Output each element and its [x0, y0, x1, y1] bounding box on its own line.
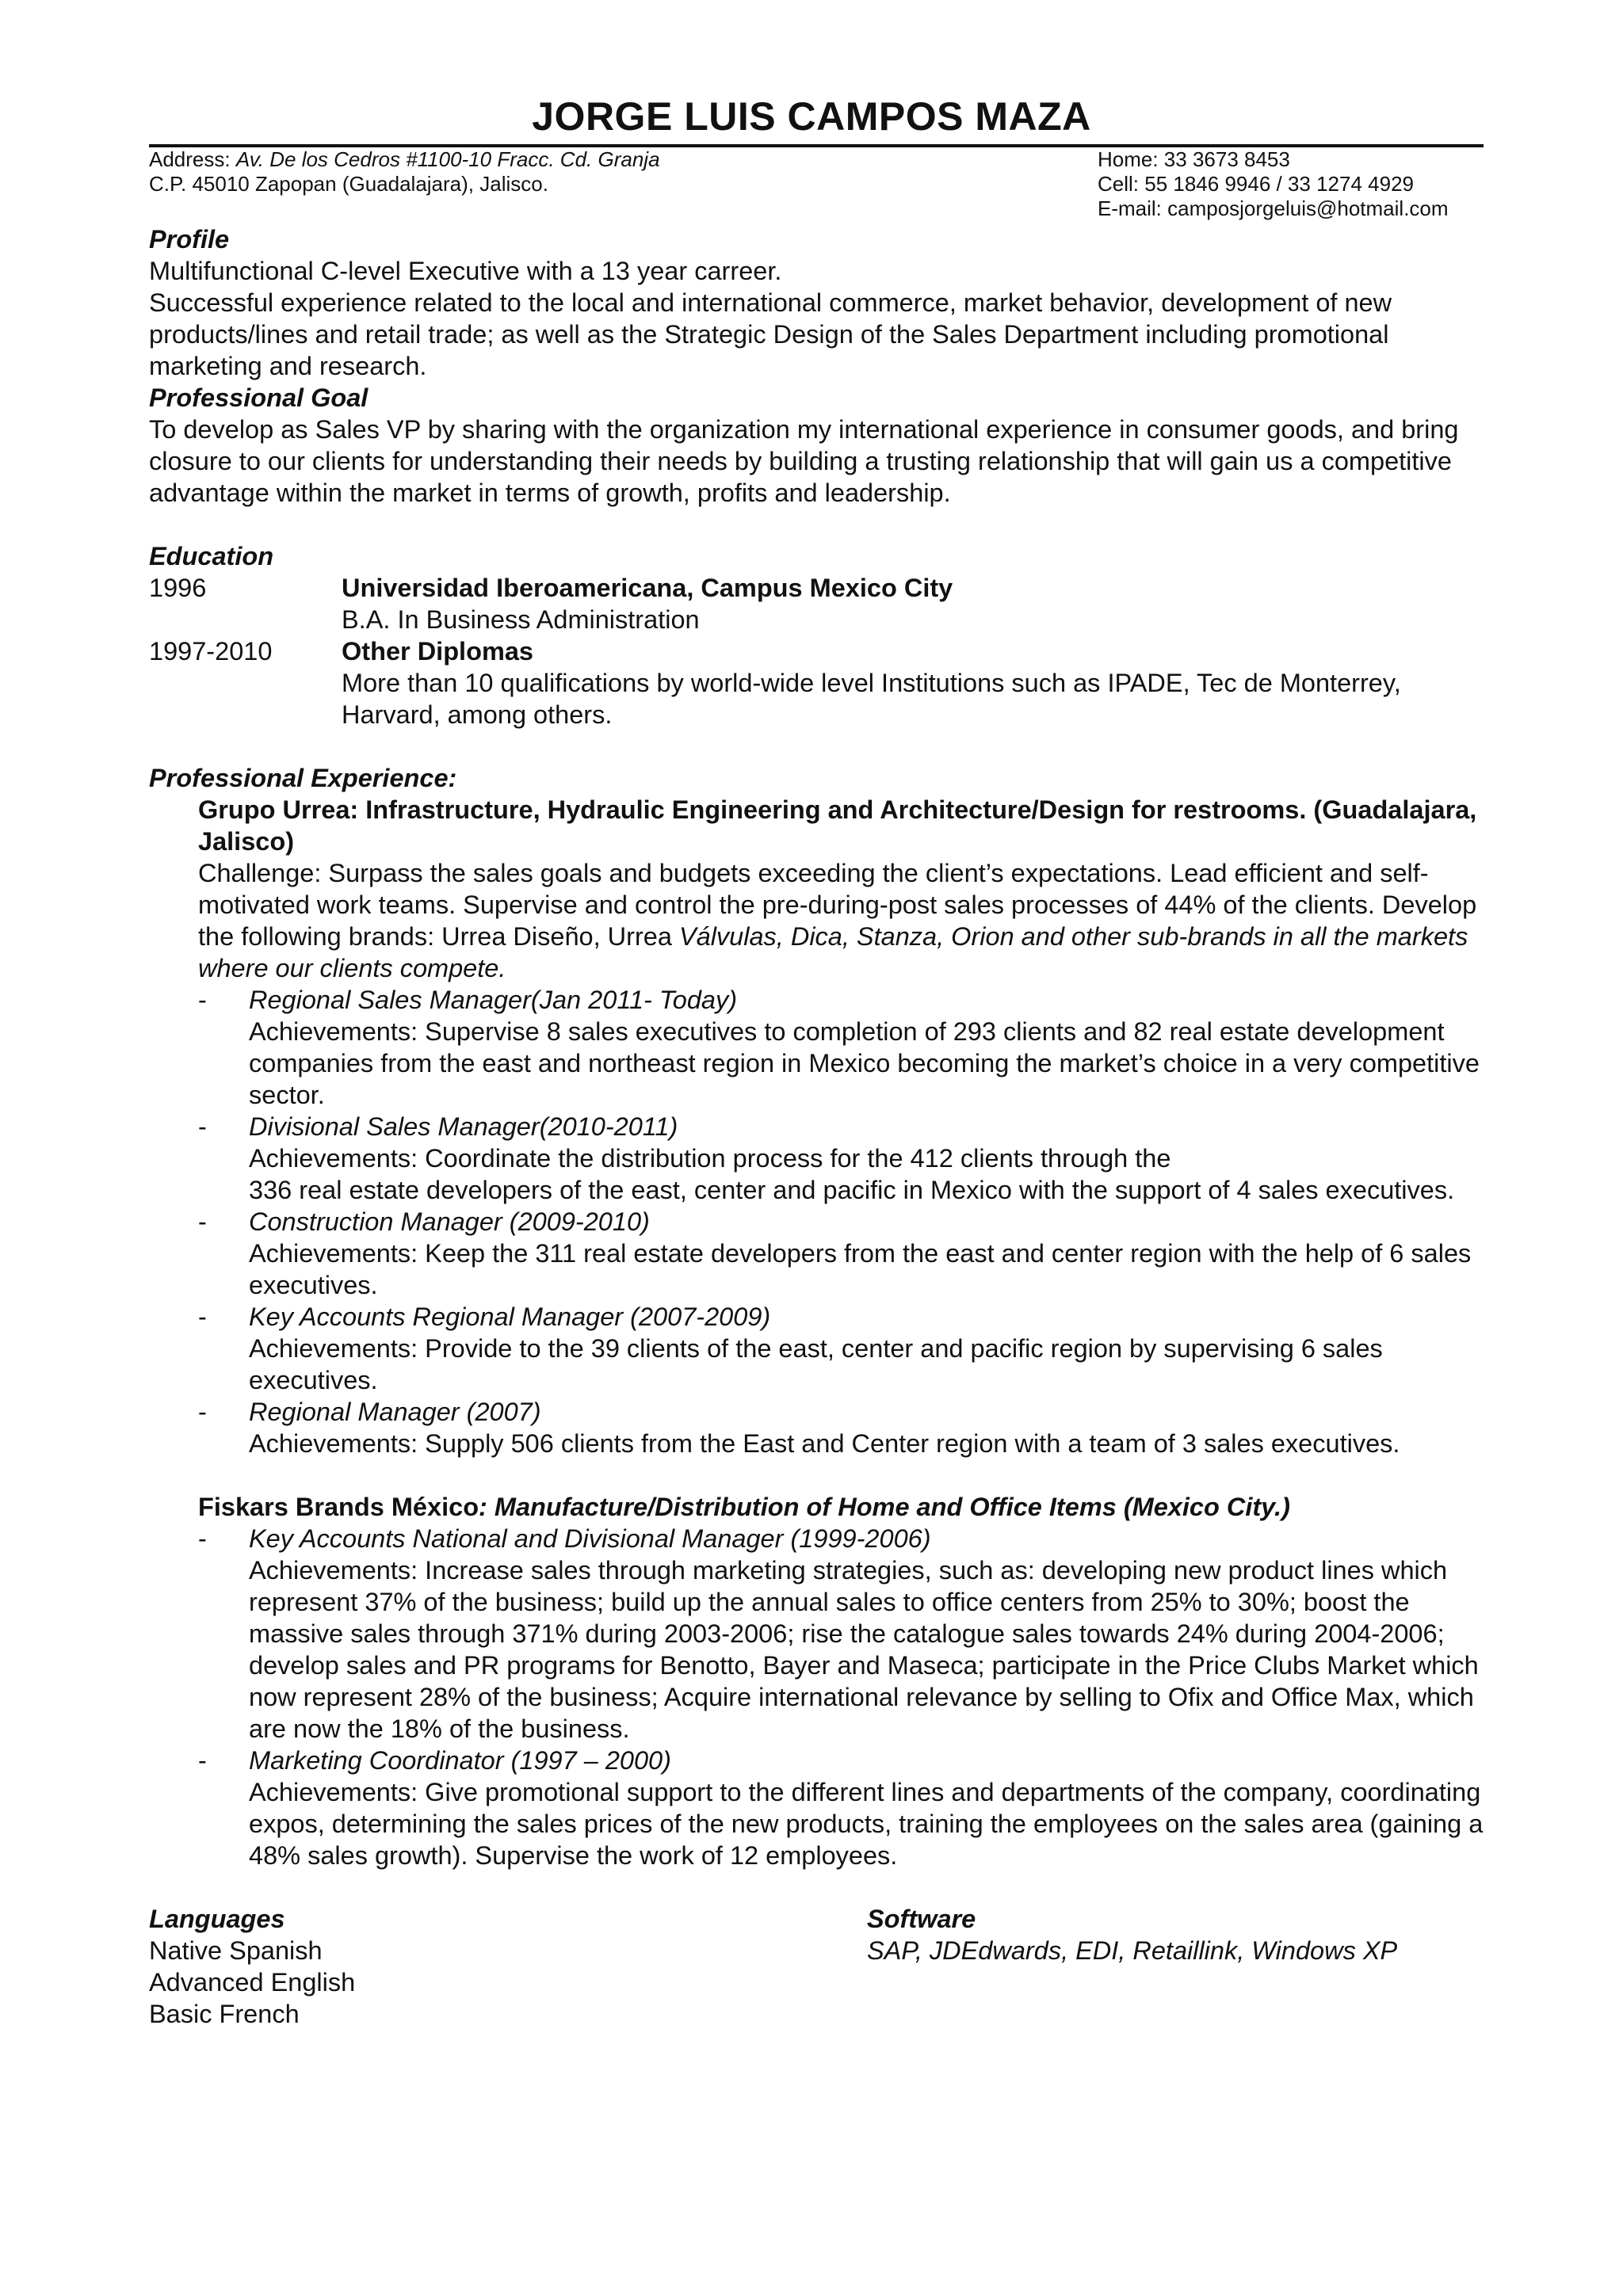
role-achievements-continued: 336 real estate developers of the east, center and pacific in Mexico with the support of 4 sales executives.: [249, 1176, 1455, 1204]
employer-name: Fiskars Brands México: [198, 1493, 479, 1521]
profile-heading: Profile: [149, 225, 230, 254]
role-item: [198, 1745, 1488, 1871]
education-item: [149, 572, 1488, 635]
bullet-dash: -: [198, 1746, 207, 1775]
role-achievements: Achievements: Supply 506 clients from the East and Center region with a team of 3 sales executives.: [249, 1429, 1400, 1458]
education-title: Universidad Iberoamericana, Campus Mexico City: [342, 574, 953, 602]
employer-urrea: [198, 794, 1488, 1491]
bullet-dash: -: [198, 1207, 207, 1236]
bullet-dash: -: [198, 1398, 207, 1426]
role-body: [249, 1301, 1488, 1396]
languages-column: [149, 1903, 867, 2030]
bullet-dash: -: [198, 1302, 207, 1331]
phone-email-block: [1098, 147, 1449, 221]
education-year: 1997-2010: [149, 637, 273, 666]
goal-text: To develop as Sales VP by sharing with the organization my international experience in consumer goods, and bring closure to our clients for understanding their needs by building a trusting relationship that will gain us a competitive advantage within the market in terms of growth, profits and leadership.: [149, 415, 1459, 507]
role-title: Regional Manager (2007): [249, 1398, 541, 1426]
education-details: [342, 572, 1488, 635]
bullet-dash: -: [198, 986, 207, 1014]
candidate-name: JORGE LUIS CAMPOS MAZA: [532, 94, 1091, 139]
role-body: [249, 1396, 1488, 1459]
skills-section: [149, 1903, 1488, 2030]
role-achievements: Achievements: Keep the 311 real estate developers from the east and center region with the help of 6 sales executives.: [249, 1239, 1472, 1299]
address-block: [149, 147, 660, 196]
resume-body: [149, 223, 1488, 2030]
role-achievements: Achievements: Give promotional support to the different lines and departments of the company, coordinating expos, determining the sales prices of the new products, training the employees on the sales area (gaining a 48% sales growth). Supervise the work of 12 employees.: [249, 1778, 1484, 1870]
education-heading: Education: [149, 542, 274, 570]
role-title: Key Accounts National and Divisional Manager (1999-2006): [249, 1524, 931, 1553]
role-achievements: Achievements: Supervise 8 sales executives to completion of 293 clients and 82 real estate development companies from the east and northeast region in Mexico becoming the market’s choice in a very competitive sector.: [249, 1017, 1480, 1109]
role-body: [249, 1745, 1488, 1871]
software-list: SAP, JDEdwards, EDI, Retaillink, Windows XP: [867, 1936, 1398, 1965]
employer-fiskars: [198, 1491, 1488, 1871]
spacer: [149, 1871, 1488, 1903]
spacer: [198, 1459, 1488, 1491]
address-label: Address:: [149, 147, 231, 171]
employer-challenge: [198, 857, 1488, 984]
role-achievements: Achievements: Coordinate the distribution process for the 412 clients through the: [249, 1144, 1171, 1173]
profile-summary: Multifunctional C-level Executive with a 13 year carreer.: [149, 257, 782, 285]
role-item: [198, 1301, 1488, 1396]
role-item: [198, 1396, 1488, 1459]
role-achievements: Achievements: Increase sales through marketing strategies, such as: developing new product lines which represent 37% of the business; build up the annual sales to office centers from 25% to 30%; boost the massive sales through 371% during 2003-2006; rise the catalogue sales towards 24% during 2004-2006; develop sales and PR programs for Benotto, Bayer and Maseca; participate in the Price Clubs Market which now represent 28% of the business; Acquire international relevance by selling to Ofix and Office Max, which are now the 18% of the business.: [249, 1556, 1479, 1743]
software-column: [867, 1903, 1488, 2030]
address-line-2: C.P. 45010 Zapopan (Guadalajara), Jalisco.: [149, 172, 548, 196]
role-item: [198, 984, 1488, 1111]
role-title: Divisional Sales Manager(2010-2011): [249, 1112, 678, 1141]
role-title: Marketing Coordinator (1997 – 2000): [249, 1746, 671, 1775]
challenge-text: Challenge: Surpass the sales goals and budgets exceeding the client’s expectations. Lead efficient and self-motivated work teams. Supervise and control the pre-during-post sales processes of 44% of the clients. Develop the following brands: Urrea Diseño, Urrea: [198, 859, 1477, 951]
employer-title: Grupo Urrea: Infrastructure, Hydraulic Engineering and Architecture/Design for restrooms. (Guadalajara, Jalisco): [198, 795, 1477, 856]
employer-title: [198, 1491, 1488, 1523]
role-title: Construction Manager (2009-2010): [249, 1207, 650, 1236]
language-item: Native Spanish: [149, 1936, 323, 1965]
role-title: Regional Sales Manager(Jan 2011- Today): [249, 986, 738, 1014]
language-item: Basic French: [149, 2000, 300, 2028]
role-achievements: Achievements: Provide to the 39 clients of the east, center and pacific region by supervising 6 sales executives.: [249, 1334, 1383, 1394]
goal-section: [149, 382, 1488, 509]
role-body: [249, 1111, 1488, 1206]
role-body: [249, 984, 1488, 1111]
spacer: [149, 730, 1488, 762]
role-item: [198, 1206, 1488, 1301]
home-phone: Home: 33 3673 8453: [1098, 147, 1290, 171]
cell-phone: Cell: 55 1846 9946 / 33 1274 4929: [1098, 172, 1415, 196]
education-year: 1996: [149, 574, 207, 602]
education-item: [149, 635, 1488, 730]
challenge-brands: Válvulas, Dica, Stanza, Orion and other sub-brands in all the markets where our clients compete.: [198, 922, 1468, 982]
role-title: Key Accounts Regional Manager (2007-2009): [249, 1302, 771, 1331]
role-body: [249, 1523, 1488, 1745]
spacer: [149, 509, 1488, 540]
language-item: Advanced English: [149, 1968, 356, 1997]
email: E-mail: camposjorgeluis@hotmail.com: [1098, 196, 1449, 220]
experience-heading: Professional Experience:: [149, 764, 457, 792]
address-street: Av. De los Cedros #1100-10 Fracc. Cd. Granja: [235, 147, 660, 171]
role-body: [249, 1206, 1488, 1301]
education-title: Other Diplomas: [342, 637, 533, 666]
experience-section: [149, 762, 1488, 1871]
address-line-1: [149, 147, 660, 172]
bullet-dash: -: [198, 1112, 207, 1141]
goal-heading: Professional Goal: [149, 383, 369, 412]
education-section: [149, 540, 1488, 730]
software-heading: Software: [867, 1905, 976, 1933]
role-item: [198, 1523, 1488, 1745]
languages-heading: Languages: [149, 1905, 285, 1933]
employer-description: : Manufacture/Distribution of Home and Office Items (Mexico City.): [479, 1493, 1290, 1521]
profile-description: Successful experience related to the local and international commerce, market behavior, development of new products/lines and retail trade; as well as the Strategic Design of the Sales Department including promotional marketing and research.: [149, 288, 1392, 380]
profile-section: [149, 223, 1488, 382]
role-item: [198, 1111, 1488, 1206]
education-details: [342, 635, 1488, 730]
bullet-dash: -: [198, 1524, 207, 1553]
education-detail: More than 10 qualifications by world-wide level Institutions such as IPADE, Tec de Monterrey, Harvard, among others.: [342, 669, 1401, 729]
education-detail: B.A. In Business Administration: [342, 605, 700, 634]
